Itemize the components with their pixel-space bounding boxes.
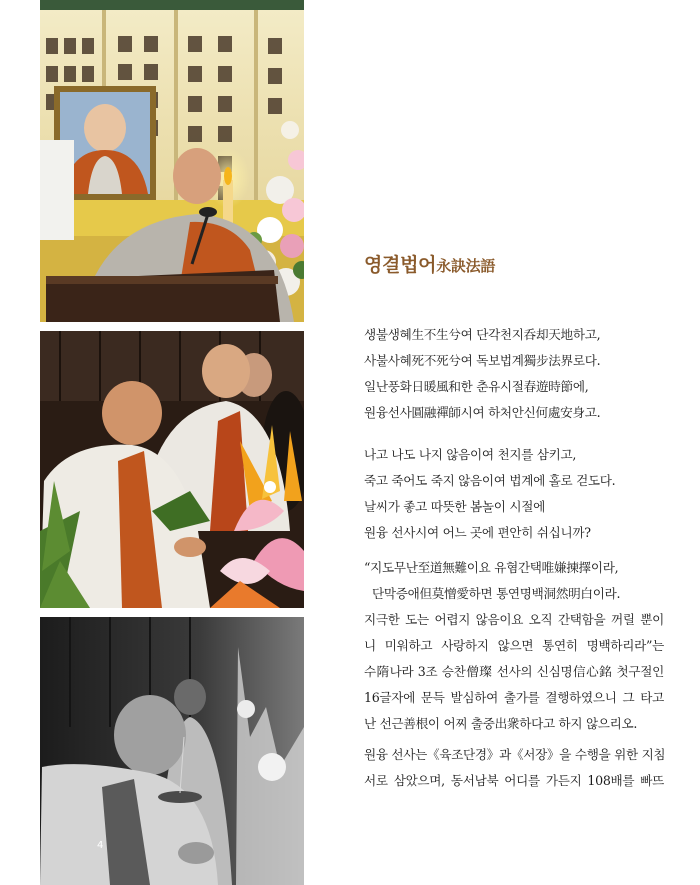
section-title bbox=[364, 250, 495, 277]
photo-monk-monochrome bbox=[40, 617, 304, 885]
text-line: 지극한 도는 어렵지 않음이요 오직 간택함을 꺼릴 뿐이 bbox=[364, 612, 664, 627]
text-line: 단막증애但莫憎愛하면 통연명백洞然明白이라. bbox=[372, 586, 621, 601]
section-title-hanja: 永訣法語 bbox=[436, 257, 496, 275]
text-line: 사불사혜死不死兮여 독보법계獨步法界로다. bbox=[364, 353, 601, 368]
paragraph-xinxinming bbox=[364, 555, 664, 737]
paragraph-verse-hanja bbox=[364, 322, 664, 426]
photo-monks-offering bbox=[40, 331, 304, 608]
page-number: 4 bbox=[97, 840, 104, 851]
text-line: 난 선근善根이 어찌 출중出衆하다고 하지 않으리오. bbox=[364, 716, 638, 731]
text-line: 원융 선사시여 어느 곳에 편안히 쉬십니까? bbox=[364, 525, 591, 540]
photo-memorial-altar bbox=[40, 0, 304, 322]
text-line: 16글자에 문득 발심하여 출가를 결행하였으니 그 타고 bbox=[364, 690, 664, 705]
text-line: 원융 선사는《육조단경》과《서장》을 수행을 위한 지침 bbox=[364, 747, 666, 762]
paragraph-verse-korean bbox=[364, 442, 664, 546]
text-line: 나고 나도 나지 않음이여 천지를 삼키고, bbox=[364, 447, 577, 462]
section-title-hangul: 영결법어 bbox=[364, 254, 437, 276]
text-line: 일난풍화日暖風和한 춘유시절春遊時節에, bbox=[364, 379, 589, 394]
text-line: 죽고 죽어도 죽지 않음이여 법계에 홀로 걷도다. bbox=[364, 473, 616, 488]
text-line: 날씨가 좋고 따뜻한 봄놀이 시절에 bbox=[364, 499, 545, 514]
text-line: 서로 삼았으며, 동서남북 어디를 가든지 108배를 빠뜨 bbox=[364, 773, 664, 788]
text-line: 생불생혜生不生兮여 단각천지呑却天地하고, bbox=[364, 327, 601, 342]
paragraph-practice bbox=[364, 742, 664, 794]
text-line: 수隋나라 3조 승찬僧璨 선사의 신심명信心銘 첫구절인 bbox=[364, 664, 664, 679]
text-line: 니 미워하고 사랑하지 않으면 통연히 명백하리라”는 bbox=[364, 638, 664, 653]
text-line: “지도무난至道無難이요 유혐간택唯嫌揀擇이라, bbox=[364, 560, 619, 575]
text-line: 원융선사圓融禪師시여 하처안신何處安身고. bbox=[364, 405, 601, 420]
